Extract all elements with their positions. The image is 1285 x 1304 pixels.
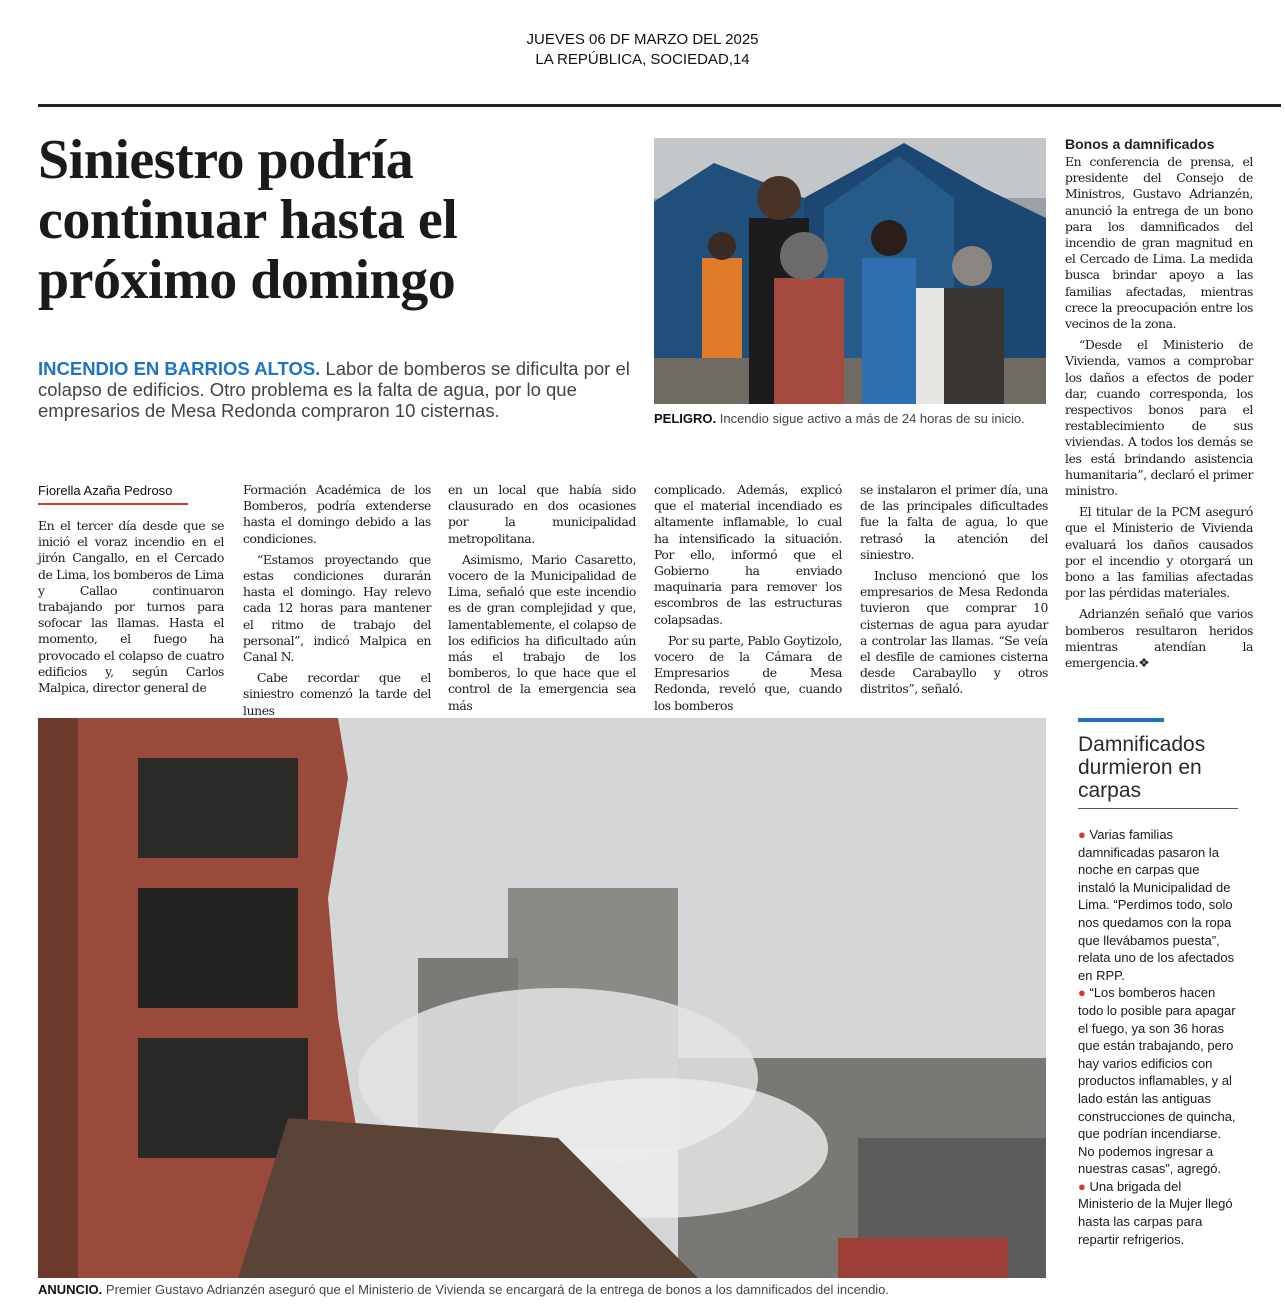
paragraph: Incluso mencionó que los empresarios de Mesa Redonda tuvieron que comprar 10 cisternas de agua para ayudar a controlar las llamas. “Se veía el desfile de camiones cisterna desde Carabayllo y otros distritos”, señaló. [860,568,1048,697]
article-column-4 [654,482,842,719]
bullet-icon: ● [1078,985,1086,1001]
deck [38,358,638,421]
photo-burned-buildings-illustration [38,718,1046,1278]
header-rule [38,104,1281,107]
paragraph: Adrianzén señaló que varios bomberos resultaron heridos mientras atendían la emergencia.❖ [1065,606,1253,671]
caption-text: Premier Gustavo Adrianzén aseguró que el Ministerio de Vivienda se encargará de la entrega de bonos a los damnificados del incendio. [102,1282,890,1297]
paragraph: Asimismo, Mario Casaretto, vocero de la Municipalidad de Lima, señaló que este incendio es de gran complejidad y que, lamentablemente, el colapso de los edificios ha dificultado aún más el trabajo de los bomberos, lo que hace que el control de la emergencia sea más [448,551,636,713]
bullet-icon: ● [1078,827,1086,842]
headline: Siniestro podría continuar hasta el próximo domingo [38,129,458,311]
photo-caption-top [654,410,1054,427]
paragraph: El titular de la PCM aseguró que el Ministerio de Vivienda evaluará los daños causados por el incendio y otorgará un bono a las familias afectadas por las pérdidas materiales. [1065,504,1253,601]
paragraph: Formación Académica de los Bomberos, podría extenderse hasta el domingo debido a las condiciones. [243,482,431,546]
list-item-text: Una brigada del Ministerio de la Mujer llegó hasta las carpas para repartir refrigerios. [1078,1178,1233,1247]
page-header [0,30,1285,70]
paragraph: “Desde el Ministerio de Vivienda, vamos a comprobar los daños a efectos de poder dar, cuando corresponda, los respectivos bonos para el restablecimiento de sus viviendas. A todos los demás se les está brindando asistencia humanitaria”, declaró el primer ministro. [1065,337,1253,499]
article-column-1 [38,518,224,701]
article-column-2 [243,482,431,724]
photo-caption-main [38,1281,1048,1298]
deck-kicker: INCENDIO EN BARRIOS ALTOS. [38,358,321,379]
list-item [1078,984,1238,1178]
paragraph: en un local que había sido clausurado en dos ocasiones por la municipalidad metropolitana. [448,482,636,546]
paragraph: se instalaron el primer día, una de las principales dificultades fue la falta de agua, lo que retrasó la atención del siniestro. [860,482,1048,562]
paragraph: “Estamos proyectando que estas condiciones durarán hasta el domingo. Hay relevo cada 12 horas para mantener el ritmo de trabajo del personal”, indicó Malpica en Canal N. [243,551,431,665]
paragraph: En conferencia de prensa, el presidente del Consejo de Ministros, Gustavo Adrianzén, anunció la entrega de un bono para los damnificados del incendio de gran magnitud en el Cercado de Lima. La medida busca brindar apoyo a las familias afectadas, mientras crece la preocupación entre los vecinos de la zona. [1065,154,1253,332]
photo-tents [654,138,1046,404]
paragraph: En el tercer día desde que se inició el voraz incendio en el jirón Cangallo, en el Cercado de Lima, los bomberos de Lima y Callao continuaron trabajando por turnos para sofocar las llamas. Hasta el momento, el fuego ha provocado el colapso de cuatro edificios y, según Carlos Malpica, director general de [38,518,224,696]
sidebar-column [1065,154,1253,676]
photo-burned-buildings [38,718,1046,1278]
photo-tents-illustration [654,138,1046,404]
paragraph: Cabe recordar que el siniestro comenzó la tarde del lunes [243,670,431,718]
box-accent-bar [1078,718,1164,722]
bullet-icon: ● [1078,1178,1086,1194]
caption-label: PELIGRO. [654,411,717,426]
article-column-5 [860,482,1048,703]
box-divider [1078,808,1238,809]
list-item [1078,826,1238,984]
caption-label: ANUNCIO. [38,1282,103,1297]
paragraph: Por su parte, Pablo Goytizolo, vocero de la Cámara de Empresarios de Mesa Redonda, reveló que, cuando los bomberos [654,632,842,713]
byline: Fiorella Azaña Pedroso [38,482,188,505]
date-line: JUEVES 06 DF MARZO DEL 2025 [526,31,759,48]
list-item-text: “Los bomberos hacen todo lo posible para apagar el fuego, ya son 36 horas que están trabajando, pero hay varios edificios con productos inflamables, y al lado están las antiguas construcciones de quincha, que podrían incendiarse. No podemos ingresar a nuestras casas”, agregó. [1078,985,1236,1177]
list-item [1078,1178,1238,1248]
article-column-3 [448,482,636,719]
deck-text: Labor de bomberos se dificulta por el colapso de edificios. Otro problema es la falta de agua, por lo que empresarios de Mesa Redonda compraron 10 cisternas. [38,358,630,421]
list-item-text: Varias familias damnificadas pasaron la noche en carpas que instaló la Municipalidad de Lima. “Perdimos todo, solo nos quedamos con la ropa que llevábamos puesta”, relata uno de los afectados en RPP. [1078,827,1235,983]
caption-text: Incendio sigue activo a más de 24 horas de su inicio. [716,411,1025,426]
box-title: Damnificados durmieron en carpas [1078,733,1206,802]
paragraph: complicado. Además, explicó que el material incendiado es altamente inflamable, lo cual ha intensificado la situación. Por ello, informó que el Gobierno ha enviado maquinaria para remover los escombros de las estructuras colapsadas. [654,482,842,627]
box-list [1078,826,1238,1248]
section-line: LA REPÚBLICA, SOCIEDAD,14 [535,51,750,68]
sidebar-title: Bonos a damnificados [1065,136,1215,152]
